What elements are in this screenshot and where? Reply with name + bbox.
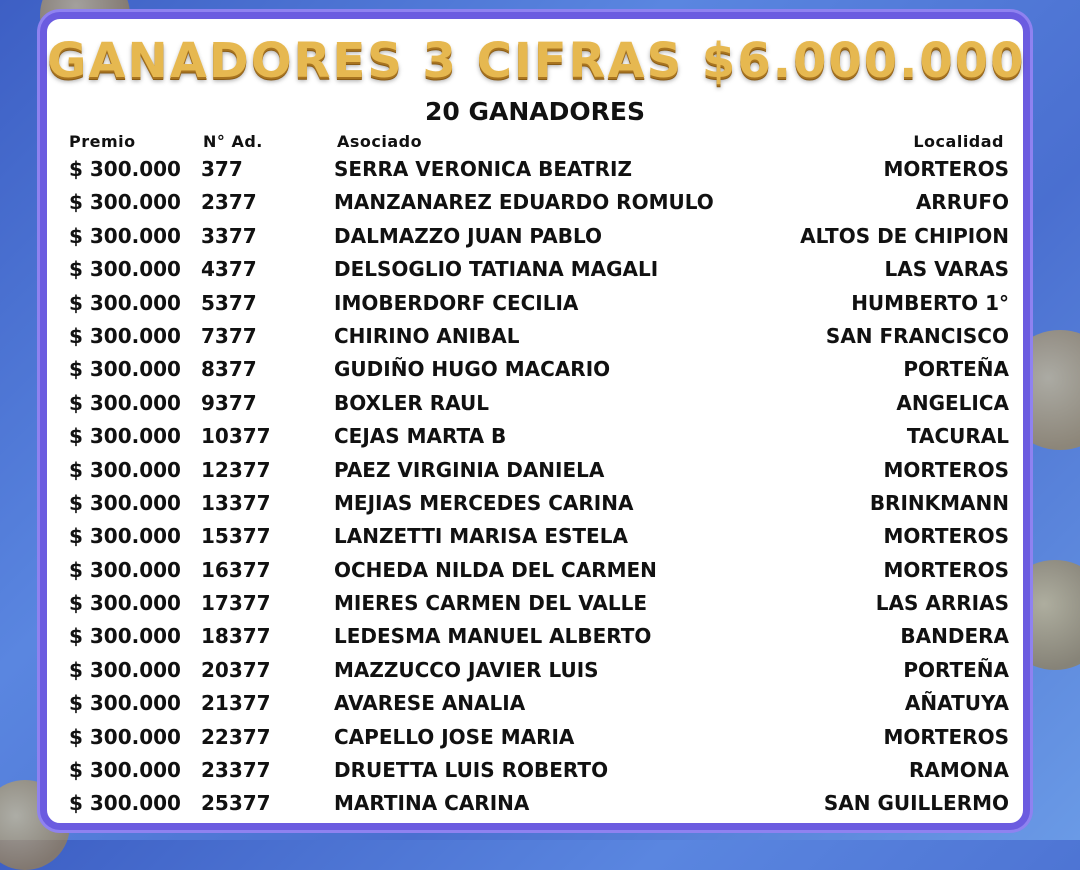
- column-header-location: Localidad: [913, 132, 1004, 151]
- table-row: [47, 320, 1023, 353]
- number-cell: 16377: [201, 557, 271, 582]
- location-cell: ANGELICA: [896, 390, 1009, 415]
- prize-cell: $ 300.000: [69, 624, 181, 649]
- table-row: [47, 687, 1023, 720]
- location-cell: SAN FRANCISCO: [825, 323, 1009, 348]
- number-cell: 23377: [201, 758, 271, 783]
- table-row: [47, 353, 1023, 386]
- table-row: [47, 754, 1023, 787]
- name-cell: IMOBERDORF CECILIA: [334, 290, 579, 315]
- name-cell: CHIRINO ANIBAL: [334, 323, 520, 348]
- name-cell: AVARESE ANALIA: [334, 691, 526, 716]
- number-cell: 18377: [201, 624, 271, 649]
- prize-cell: $ 300.000: [69, 424, 181, 449]
- name-cell: SERRA VERONICA BEATRIZ: [334, 157, 632, 181]
- name-cell: CEJAS MARTA B: [334, 424, 507, 449]
- number-cell: 13377: [201, 490, 271, 515]
- location-cell: PORTEÑA: [903, 357, 1009, 382]
- location-cell: AÑATUYA: [904, 691, 1009, 716]
- winners-table: [47, 153, 1023, 821]
- prize-cell: $ 300.000: [69, 591, 181, 616]
- prize-cell: $ 300.000: [69, 490, 181, 515]
- name-cell: GUDIÑO HUGO MACARIO: [334, 357, 611, 382]
- prize-cell: $ 300.000: [69, 190, 181, 215]
- number-cell: 20377: [201, 657, 271, 682]
- name-cell: DRUETTA LUIS ROBERTO: [334, 758, 609, 783]
- number-cell: 377: [201, 157, 243, 181]
- winners-card: [40, 12, 1030, 830]
- location-cell: MORTEROS: [883, 524, 1009, 549]
- prize-cell: $ 300.000: [69, 691, 181, 716]
- table-row: [47, 287, 1023, 320]
- number-cell: 21377: [201, 691, 271, 716]
- table-row: [47, 520, 1023, 553]
- table-row: [47, 654, 1023, 687]
- number-cell: 5377: [201, 290, 257, 315]
- name-cell: LANZETTI MARISA ESTELA: [334, 524, 628, 549]
- table-row: [47, 220, 1023, 253]
- location-cell: RAMONA: [909, 758, 1009, 783]
- winner-count: 20 GANADORES: [425, 97, 645, 126]
- name-cell: DALMAZZO JUAN PABLO: [334, 223, 602, 248]
- name-cell: MAZZUCCO JAVIER LUIS: [334, 657, 599, 682]
- number-cell: 22377: [201, 724, 271, 749]
- prize-cell: $ 300.000: [69, 223, 181, 248]
- table-row: [47, 587, 1023, 620]
- prize-cell: $ 300.000: [69, 457, 181, 482]
- table-row: [47, 620, 1023, 653]
- location-cell: SAN GUILLERMO: [823, 791, 1009, 816]
- table-row: [47, 153, 1023, 186]
- number-cell: 15377: [201, 524, 271, 549]
- column-header-prize: Premio: [69, 132, 136, 151]
- page-title: GANADORES 3 CIFRAS $6.000.000: [47, 33, 1026, 89]
- location-cell: BANDERA: [900, 624, 1009, 649]
- number-cell: 4377: [201, 257, 257, 282]
- prize-cell: $ 300.000: [69, 657, 181, 682]
- location-cell: MORTEROS: [883, 457, 1009, 482]
- name-cell: LEDESMA MANUEL ALBERTO: [334, 624, 652, 649]
- table-row: [47, 186, 1023, 219]
- prize-cell: $ 300.000: [69, 357, 181, 382]
- table-row: [47, 487, 1023, 520]
- name-cell: MEJIAS MERCEDES CARINA: [334, 490, 634, 515]
- name-cell: CAPELLO JOSE MARIA: [334, 724, 575, 749]
- location-cell: MORTEROS: [883, 557, 1009, 582]
- name-cell: DELSOGLIO TATIANA MAGALI: [334, 257, 659, 282]
- number-cell: 8377: [201, 357, 257, 382]
- number-cell: 9377: [201, 390, 257, 415]
- location-cell: TACURAL: [906, 424, 1009, 449]
- number-cell: 2377: [201, 190, 257, 215]
- location-cell: PORTEÑA: [903, 657, 1009, 682]
- name-cell: PAEZ VIRGINIA DANIELA: [334, 457, 605, 482]
- location-cell: ALTOS DE CHIPION: [800, 223, 1009, 248]
- table-row: [47, 253, 1023, 286]
- table-row: [47, 387, 1023, 420]
- column-header-number: N° Ad.: [203, 132, 263, 151]
- prize-cell: $ 300.000: [69, 257, 181, 282]
- location-cell: MORTEROS: [883, 157, 1009, 181]
- table-row: [47, 420, 1023, 453]
- location-cell: LAS ARRIAS: [875, 591, 1009, 616]
- prize-cell: $ 300.000: [69, 557, 181, 582]
- table-row: [47, 721, 1023, 754]
- table-row: [47, 787, 1023, 820]
- prize-cell: $ 300.000: [69, 157, 181, 181]
- number-cell: 10377: [201, 424, 271, 449]
- name-cell: MANZANAREZ EDUARDO ROMULO: [334, 190, 714, 215]
- name-cell: MIERES CARMEN DEL VALLE: [334, 591, 647, 616]
- name-cell: OCHEDA NILDA DEL CARMEN: [334, 557, 657, 582]
- number-cell: 25377: [201, 791, 271, 816]
- name-cell: BOXLER RAUL: [334, 390, 489, 415]
- prize-cell: $ 300.000: [69, 390, 181, 415]
- number-cell: 17377: [201, 591, 271, 616]
- prize-cell: $ 300.000: [69, 323, 181, 348]
- name-cell: MARTINA CARINA: [334, 791, 530, 816]
- prize-cell: $ 300.000: [69, 758, 181, 783]
- number-cell: 7377: [201, 323, 257, 348]
- location-cell: ARRUFO: [915, 190, 1009, 215]
- column-header-name: Asociado: [337, 132, 423, 151]
- prize-cell: $ 300.000: [69, 791, 181, 816]
- location-cell: LAS VARAS: [884, 257, 1009, 282]
- location-cell: MORTEROS: [883, 724, 1009, 749]
- number-cell: 12377: [201, 457, 271, 482]
- location-cell: HUMBERTO 1°: [851, 290, 1009, 315]
- prize-cell: $ 300.000: [69, 724, 181, 749]
- location-cell: BRINKMANN: [869, 490, 1009, 515]
- prize-cell: $ 300.000: [69, 524, 181, 549]
- table-row: [47, 554, 1023, 587]
- number-cell: 3377: [201, 223, 257, 248]
- table-row: [47, 454, 1023, 487]
- prize-cell: $ 300.000: [69, 290, 181, 315]
